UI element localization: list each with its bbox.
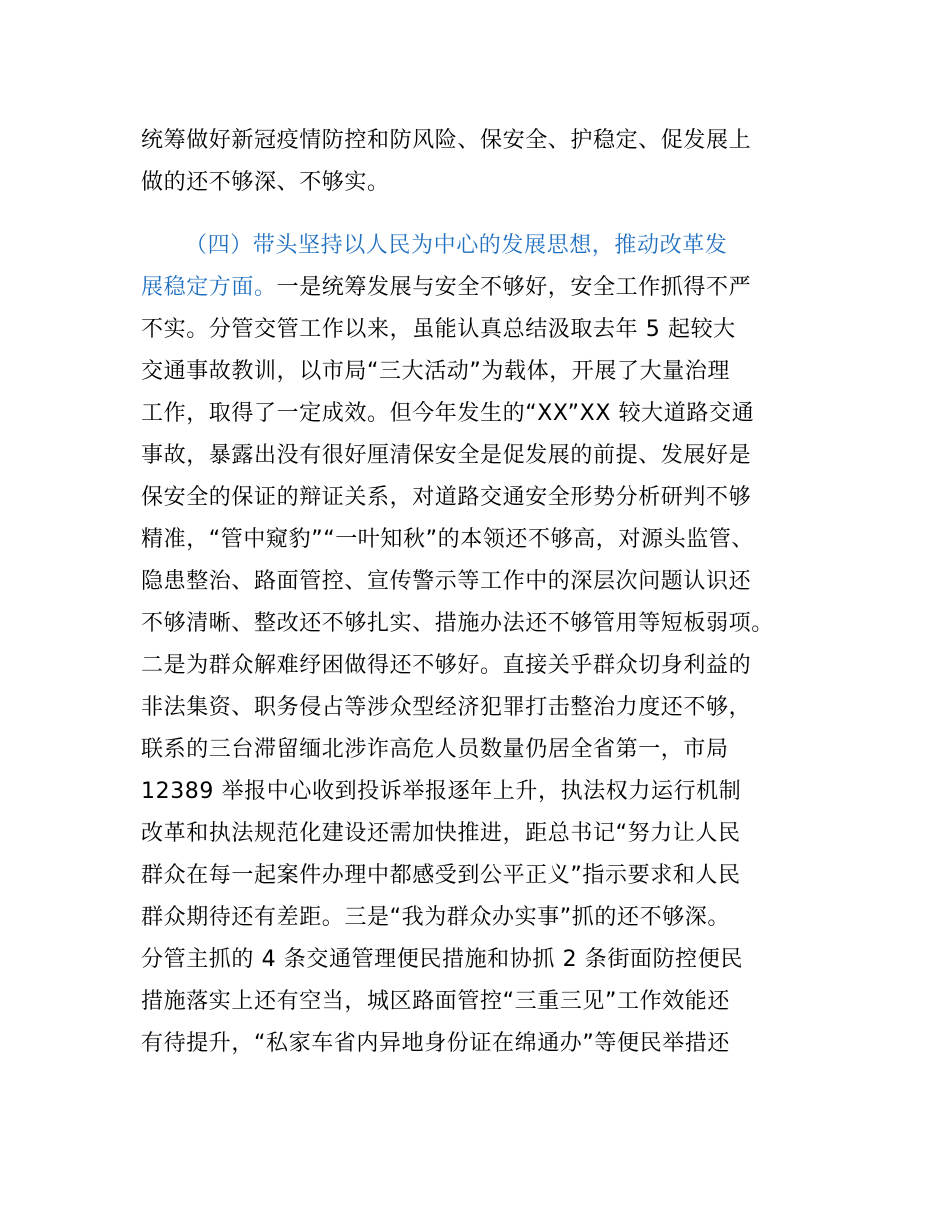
paragraph-2-line: 群众在每一起案件办理中都感受到公平正义”指示要求和人民 bbox=[141, 863, 741, 888]
paragraph-2-line: 隐患整治、路面管控、宣传警示等工作中的深层次问题认识还 bbox=[141, 569, 752, 594]
paragraph-2-line: 不实。分管交管工作以来，虽能认真总结汲取去年 5 起较大 bbox=[141, 317, 736, 342]
paragraph-2-line: 改革和执法规范化建设还需加快推进，距总书记“努力让人民 bbox=[141, 821, 741, 846]
section-heading-line-1: （四）带头坚持以人民为中心的发展思想，推动改革发 bbox=[185, 233, 728, 258]
paragraph-2-line: 二是为群众解难纾困做得还不够好。直接关乎群众切身利益的 bbox=[141, 653, 752, 678]
paragraph-2-line: 分管主抓的 4 条交通管理便民措施和协抓 2 条街面防控便民 bbox=[141, 947, 743, 972]
paragraph-2-line: 保安全的保证的辩证关系，对道路交通安全形势分析研判不够 bbox=[141, 485, 752, 510]
paragraph-2-line: 工作，取得了一定成效。但今年发生的“XX”XX 较大道路交通 bbox=[141, 401, 755, 426]
paragraph-2-line: 联系的三台滞留缅北涉诈高危人员数量仍居全省第一，市局 bbox=[141, 737, 729, 762]
paragraph-1-line-2: 做的还不够深、不够实。 bbox=[141, 170, 390, 195]
paragraph-2-line: 群众期待还有差距。三是“我为群众办实事”抓的还不够深。 bbox=[141, 905, 730, 930]
paragraph-2-line-2-text: 一是统筹发展与安全不够好，安全工作抓得不严 bbox=[276, 275, 752, 300]
paragraph-2-line: 有待提升，“私家车省内异地身份证在绵通办”等便民举措还 bbox=[141, 1031, 730, 1056]
section-heading-line-2: 展稳定方面。 bbox=[141, 275, 277, 300]
paragraph-2-line: 不够清晰、整改还不够扎实、措施办法还不够管用等短板弱项。 bbox=[141, 611, 774, 636]
paragraph-2-line: 事故，暴露出没有很好厘清保安全是促发展的前提、发展好是 bbox=[141, 443, 752, 468]
paragraph-1-line-1: 统筹做好新冠疫情防控和防风险、保安全、护稳定、促发展上 bbox=[141, 128, 752, 153]
paragraph-2-line: 12389 举报中心收到投诉举报逐年上升，执法权力运行机制 bbox=[141, 779, 742, 804]
paragraph-2-line: 非法集资、职务侵占等涉众型经济犯罪打击整治力度还不够， bbox=[141, 695, 752, 720]
paragraph-2-line: 交通事故教训，以市局“三大活动”为载体，开展了大量治理 bbox=[141, 359, 730, 384]
paragraph-2-line: 措施落实上还有空当，城区路面管控“三重三见”工作效能还 bbox=[141, 989, 730, 1014]
paragraph-2-line: 精准，“管中窥豹”“一叶知秋”的本领还不够高，对源头监管、 bbox=[141, 527, 754, 552]
paragraph-2-line-2 bbox=[141, 271, 751, 305]
